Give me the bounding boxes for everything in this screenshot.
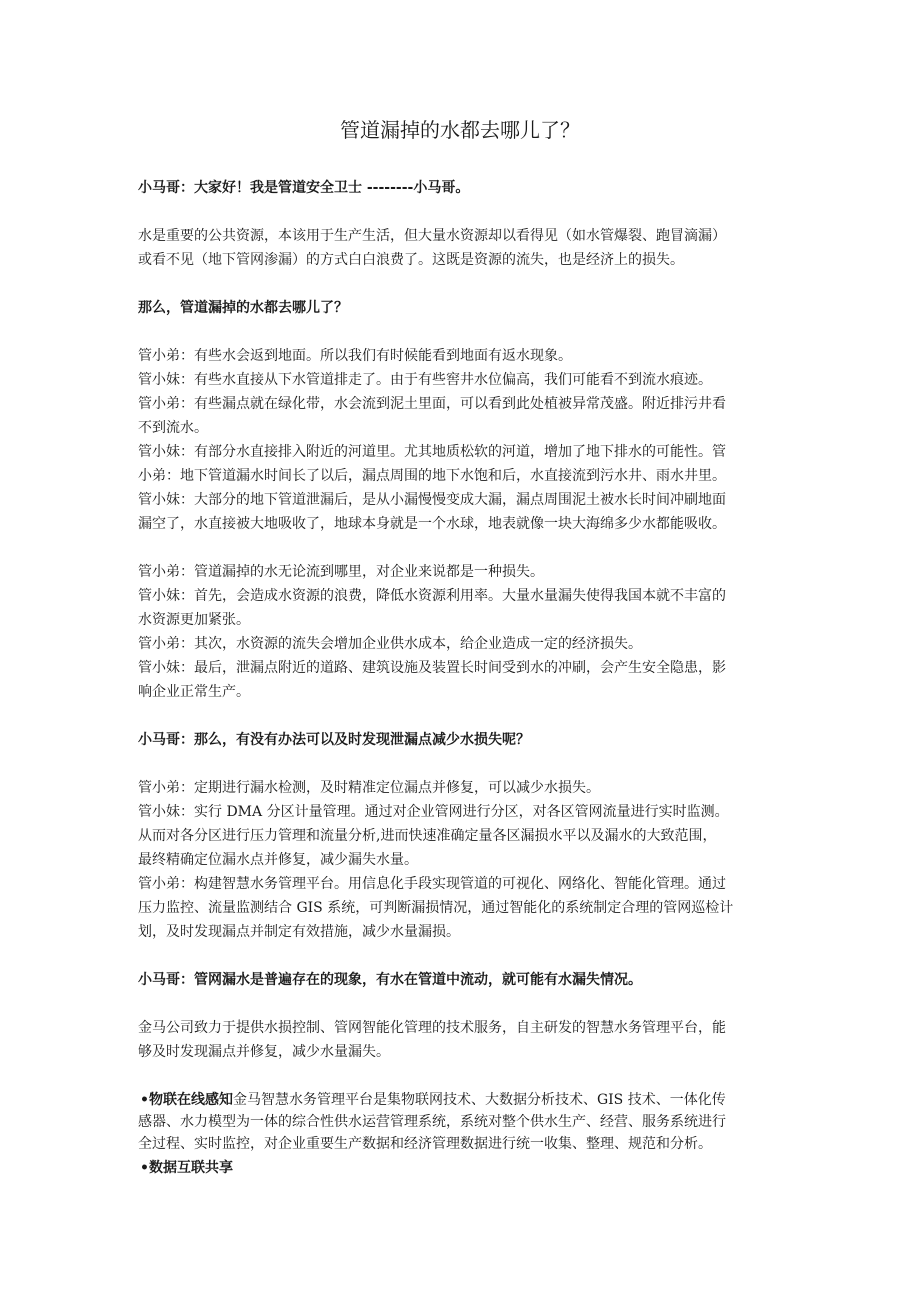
dialog-line: 响企业正常生产。	[138, 684, 250, 700]
bullet-dot-icon: •	[140, 1160, 149, 1176]
intro-paragraph-line: 或看不见（地下管网渗漏）的方式白白浪费了。这既是资源的流失，也是经济上的损失。	[138, 252, 684, 268]
dialog-line: 管小弟：构建智慧水务管理平台。用信息化手段实现管道的可视化、网络化、智能化管理。通过	[138, 876, 726, 892]
dialog-line: 小弟：地下管道漏水时间长了以后，漏点周围的地下水饱和后，水直接流到污水井、雨水井里。	[138, 468, 726, 484]
dialog-line: 管小弟：管道漏掉的水无论流到哪里，对企业来说都是一种损失。	[138, 564, 544, 580]
bullet-text-line: 全过程、实时监控，对企业重要生产数据和经济管理数据进行统一收集、整理、规范和分析。	[138, 1136, 712, 1152]
bullet-text: 金马智慧水务管理平台是集物联网技术、大数据分析技术、GIS 技术、一体化传	[232, 1092, 726, 1108]
bullet-heading: 数据互联共享	[148, 1160, 233, 1176]
intro-greeting: 小马哥：大家好！我是管道安全卫士 --------小马哥。	[138, 180, 470, 196]
dialog-line: 划，及时发现漏点并制定有效措施，减少水量漏损。	[138, 924, 460, 940]
dialog-line: 从而对各分区进行压力管理和流量分析,进而快速准确定量各区漏损水平以及漏水的大致范围，	[138, 828, 717, 844]
company-paragraph-line: 金马公司致力于提供水损控制、管网智能化管理的技术服务，自主研发的智慧水务管理平台，能	[138, 1020, 726, 1036]
dialog-line: 管小妹：有些水直接从下水管道排走了。由于有些窖井水位偏高，我们可能看不到流水痕迹。	[138, 372, 712, 388]
dialog-line: 管小妹：最后，泄漏点附近的道路、建筑设施及装置长时间受到水的冲刷，会产生安全隐患，影	[138, 660, 726, 676]
dialog-line: 管小妹：有部分水直接排入附近的河道里。尤其地质松软的河道，增加了地下排水的可能性。管	[138, 444, 726, 460]
dialog-line: 管小弟：其次，水资源的流失会增加企业供水成本，给企业造成一定的经济损失。	[138, 636, 642, 652]
dialog-line: 管小弟：有些水会返到地面。所以我们有时候能看到地面有返水现象。	[138, 348, 572, 364]
question-heading: 那么，管道漏掉的水都去哪儿了？	[138, 300, 348, 316]
question-heading: 小马哥：那么，有没有办法可以及时发现泄漏点减少水损失呢？	[138, 732, 530, 748]
dialog-line: 最终精确定位漏水点并修复，减少漏失水量。	[138, 852, 418, 868]
dialog-line: 管小妹：首先，会造成水资源的浪费，降低水资源利用率。大量水量漏失使得我国本就不丰富的	[138, 588, 726, 604]
bullet-dot-icon: •	[140, 1092, 149, 1108]
page-title: 管道漏掉的水都去哪儿了？	[340, 118, 580, 142]
bullet-item	[140, 1090, 800, 1110]
dialog-line: 管小弟：有些漏点就在绿化带，水会流到泥土里面，可以看到此处植被异常茂盛。附近排污井看	[138, 396, 726, 412]
dialog-line: 不到流水。	[138, 420, 208, 436]
bullet-heading: 物联在线感知	[148, 1092, 233, 1108]
dialog-line: 管小妹：大部分的地下管道泄漏后，是从小漏慢慢变成大漏，漏点周围泥土被水长时间冲刷地面	[138, 492, 726, 508]
company-paragraph-line: 够及时发现漏点并修复，减少水量漏失。	[138, 1044, 390, 1060]
intro-paragraph-line: 水是重要的公共资源，本该用于生产生活，但大量水资源却以看得见（如水管爆裂、跑冒滴漏）	[138, 228, 726, 244]
dialog-line: 管小妹：实行 DMA 分区计量管理。通过对企业管网进行分区，对各区管网流量进行实时监测。	[138, 804, 729, 820]
dialog-line: 压力监控、流量监测结合 GIS 系统，可判断漏损情况，通过智能化的系统制定合理的管网巡检计	[138, 900, 734, 916]
dialog-line: 管小弟：定期进行漏水检测，及时精准定位漏点并修复，可以减少水损失。	[138, 780, 600, 796]
dialog-line: 水资源更加紧张。	[138, 612, 250, 628]
bullet-text-line: 感器、水力模型为一体的综合性供水运营管理系统，系统对整个供水生产、经营、服务系统进行	[138, 1114, 726, 1130]
bullet-item	[140, 1158, 800, 1178]
dialog-line: 漏空了，水直接被大地吸收了，地球本身就是一个水球，地表就像一块大海绵多少水都能吸收。	[138, 516, 726, 532]
summary-heading: 小马哥：管网漏水是普遍存在的现象，有水在管道中流动，就可能有水漏失情况。	[138, 972, 642, 988]
